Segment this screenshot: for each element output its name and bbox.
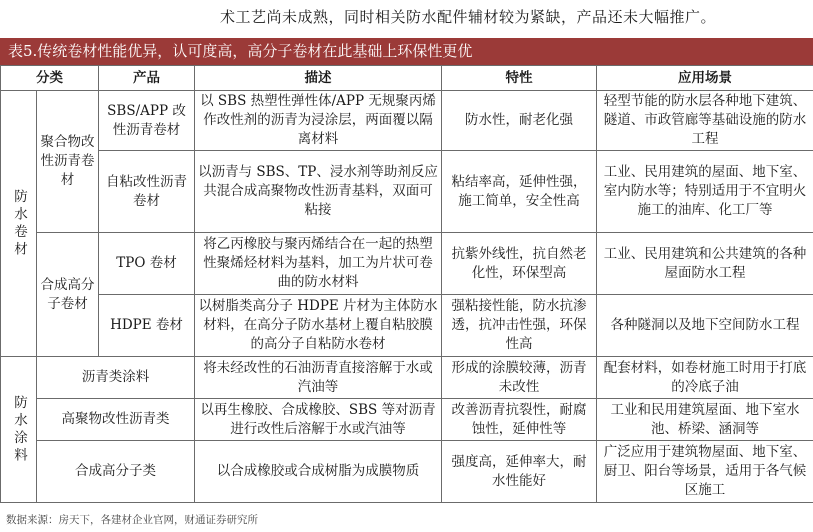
category-waterproof-membrane: 防水卷材 (1, 91, 37, 357)
description-cell: 将乙丙橡胶与聚丙烯结合在一起的热塑性聚烯烃材料为基料，加工为片状可卷曲的防水材料 (195, 233, 442, 295)
application-cell: 工业、民用建筑和公共建筑的各种屋面防水工程 (597, 233, 813, 295)
description-cell: 以合成橡胶或合成树脂为成膜物质 (195, 441, 442, 503)
application-cell: 工业和民用建筑屋面、地下室水池、桥梁、涵洞等 (597, 399, 813, 441)
feature-cell: 形成的涂膜较薄，沥青未改性 (442, 357, 597, 399)
table-row (1, 441, 813, 503)
product-cell: TPO 卷材 (99, 233, 195, 295)
description-cell: 以沥青与 SBS、TP、浸水剂等助剂反应共混合成高聚物改性沥青基料，双面可粘接 (195, 151, 442, 233)
table-row (1, 151, 813, 233)
product-cell: 高聚物改性沥青类 (37, 399, 195, 441)
description-cell: 以再生橡胶、合成橡胶、SBS 等对沥青进行改性后溶解于水或汽油等 (195, 399, 442, 441)
product-cell: 自粘改性沥青卷材 (99, 151, 195, 233)
application-cell: 轻型节能的防水层各种地下建筑、隧道、市政管廊等基础设施的防水工程 (597, 91, 813, 151)
application-cell: 配套材料，如卷材施工时用于打底的冷底子油 (597, 357, 813, 399)
table-row (1, 399, 813, 441)
feature-cell: 防水性，耐老化强 (442, 91, 597, 151)
header-application: 应用场景 (597, 66, 813, 91)
comparison-table (0, 65, 813, 503)
description-cell: 以树脂类高分子 HDPE 片材为主体防水材料，在高分子防水基材上覆自粘胶膜的高分子自粘防水卷材 (195, 295, 442, 357)
table-row (1, 357, 813, 399)
feature-cell: 粘结率高，延伸性强，施工简单，安全性高 (442, 151, 597, 233)
feature-cell: 改善沥青抗裂性，耐腐蚀性，延伸性等 (442, 399, 597, 441)
product-cell: 沥青类涂料 (37, 357, 195, 399)
subcategory-polymer-modified: 聚合物改性沥青卷材 (37, 91, 99, 233)
application-cell: 各种隧洞以及地下空间防水工程 (597, 295, 813, 357)
feature-cell: 强粘接性能，防水抗渗透，抗冲击性强，环保性高 (442, 295, 597, 357)
application-cell: 广泛应用于建筑物屋面、地下室、厨卫、阳台等场景，适用于各气候区施工 (597, 441, 813, 503)
subcategory-synthetic-polymer: 合成高分子卷材 (37, 233, 99, 357)
header-row (1, 66, 813, 91)
feature-cell: 强度高，延伸率大，耐水性能好 (442, 441, 597, 503)
table-row (1, 233, 813, 295)
header-feature: 特性 (442, 66, 597, 91)
application-cell: 工业、民用建筑的屋面、地下室、室内防水等；特别适用于不宜明火施工的油库、化工厂等 (597, 151, 813, 233)
description-cell: 将未经改性的石油沥青直接溶解于水或汽油等 (195, 357, 442, 399)
table-title: 表5.传统卷材性能优异，认可度高，高分子卷材在此基础上环保性更优 (0, 38, 813, 65)
description-cell: 以 SBS 热塑性弹性体/APP 无规聚丙烯作改性剂的沥青为浸涂层，两面覆以隔离材料 (195, 91, 442, 151)
header-description: 描述 (195, 66, 442, 91)
feature-cell: 抗紫外线性，抗自然老化性，环保型高 (442, 233, 597, 295)
table-row (1, 295, 813, 357)
source-note: 数据来源：房天下，各建材企业官网，财通证券研究所 (6, 514, 258, 526)
table-row (1, 91, 813, 151)
category-waterproof-coating: 防水涂料 (1, 357, 37, 503)
product-cell: 合成高分子类 (37, 441, 195, 503)
product-cell: HDPE 卷材 (99, 295, 195, 357)
product-cell: SBS/APP 改性沥青卷材 (99, 91, 195, 151)
header-category: 分类 (1, 66, 99, 91)
intro-text: 术工艺尚未成熟，同时相关防水配件辅材较为紧缺，产品还未大幅推广。 (220, 8, 717, 26)
header-product: 产品 (99, 66, 195, 91)
